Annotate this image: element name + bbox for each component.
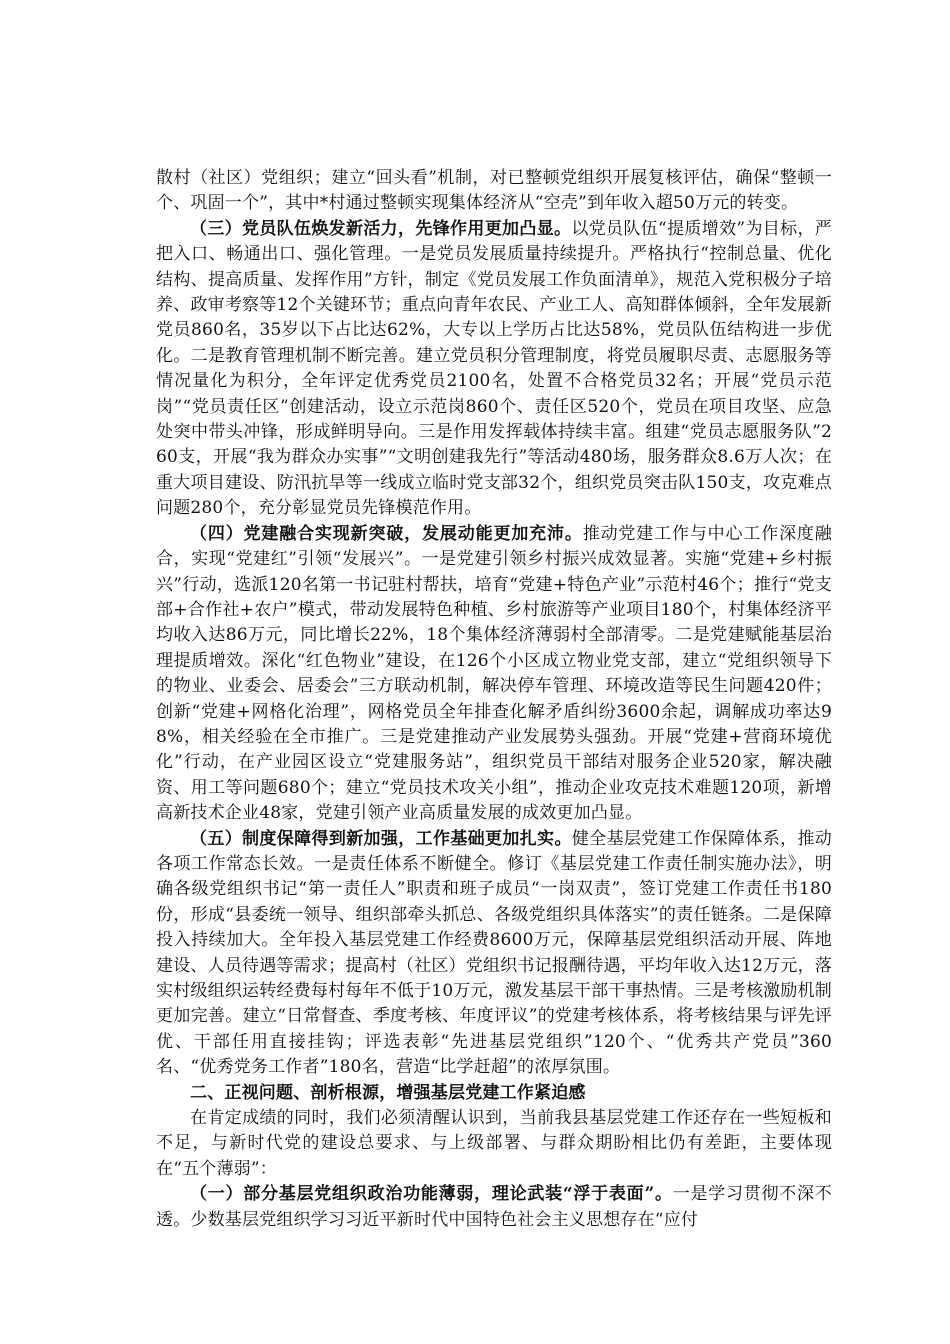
section-lead-five: （五）制度保障得到新加强，工作基础更加扎实。 [190,828,572,849]
paragraph-problems-intro [156,1106,832,1182]
paragraph-text: 散村（社区）党组织；建立“回头看”机制，对已整顿党组织开展复核评估，确保“整顿一个、巩固一个”，其中*村通过整顿实现集体经济从“空壳”到年收入超50万元的转变。 [156,168,832,214]
paragraph-political-function [156,1182,832,1233]
paragraph-village-rectification [156,166,832,217]
document-body [156,166,832,1233]
section-heading-two: 二、正视问题、剖析根源，增强基层党建工作紧迫感 [190,1082,586,1103]
paragraph-party-member-team [156,217,832,522]
paragraph-text: 在肯定成绩的同时，我们必须清醒认识到，当前我县基层党建工作还存在一些短板和不足，与新时代党的建设总要求、与上级部署、与群众期盼相比仍有差距，主要体现在“五个薄弱”： [156,1108,832,1179]
section-lead-three: （三）党员队伍焕发新活力，先锋作用更加凸显。 [190,218,572,239]
paragraph-party-integration [156,522,832,827]
paragraph-institutional-guarantee [156,827,832,1081]
section-lead-four: （四）党建融合实现新突破，发展动能更加充沛。 [190,523,583,544]
section-lead-problem-one: （一）部分基层党组织政治功能薄弱，理论武装“浮于表面”。 [190,1184,673,1205]
paragraph-text: 一是学习贯彻不深不透。少数基层党组织学习习近平新时代中国特色社会主义思想存在“应付 [156,1184,833,1230]
paragraph-text: 健全基层党建工作保障体系，推动各项工作常态长效。一是责任体系不断健全。修订《基层党建工作责任制实施办法》，明确各级党组织书记“第一责任人”职责和班子成员“一岗双责”，签订党建工作责任书180份，形成“县委统一领导、组织部牵头抓总、各级党组织具体落实”的责任链条。二是保障投入持续加大。全年投入基层党建工作经费8600万元，保障基层党组织活动开展、阵地建设、人员待遇等需求；提高村（社区）党组织书记报酬待遇，平均年收入达12万元，落实村级组织运转经费每村每年不低于10万元，激发基层干部干事热情。三是考核激励机制更加完善。建立“日常督查、季度考核、年度评议”的党建考核体系，将考核结果与评先评优、干部任用直接挂钩；评选表彰“先进基层党组织”120个、“优秀共产党员”360名、“优秀党务工作者”180名，营造“比学赶超”的浓厚氛围。 [156,828,833,1078]
paragraph-text: 以党员队伍“提质增效”为目标，严把入口、畅通出口、强化管理。一是党员发展质量持续提升。严格执行“控制总量、优化结构、提高质量、发挥作用”方针，制定《党员发展工作负面清单》，规范入党积极分子培养、政审考察等12个关键环节；重点向青年农民、产业工人、高知群体倾斜，全年发展新党员860名，35岁以下占比达62%，大专以上学历占比达58%，党员队伍结构进一步优化。二是教育管理机制不断完善。建立党员积分管理制度，将党员履职尽责、志愿服务等情况量化为积分，全年评定优秀党员2100名，处置不合格党员32名；开展“党员示范岗”“党员责任区”创建活动，设立示范岗860个、责任区520个，党员在项目攻坚、应急处突中带头冲锋，形成鲜明导向。三是作用发挥载体持续丰富。组建“党员志愿服务队”260支，开展“我为群众办实事”“文明创建我先行”等活动480场，服务群众8.6万人次；在重大项目建设、防汛抗旱等一线成立临时党支部32个，组织党员突击队150支，攻克难点问题280个，充分彰显党员先锋模范作用。 [156,218,832,519]
paragraph-text: 推动党建工作与中心工作深度融合，实现“党建红”引领“发展兴”。一是党建引领乡村振兴成效显著。实施“党建+乡村振兴”行动，选派120名第一书记驻村帮扶，培育“党建+特色产业”示范村46个；推行“党支部+合作社+农户”模式，带动发展特色种植、乡村旅游等产业项目180个，村集体经济平均收入达86万元，同比增长22%，18个集体经济薄弱村全部清零。二是党建赋能基层治理提质增效。深化“红色物业”建设，在126个小区成立物业党支部，建立“党组织领导下的物业、业委会、居委会”三方联动机制，解决停车管理、环境改造等民生问题420件；创新“党建+网格化治理”，网格党员全年排查化解矛盾纠纷3600余起，调解成功率达98%，相关经验在全市推广。三是党建推动产业发展势头强劲。开展“党建+营商环境优化”行动，在产业园区设立“党建服务站”，组织党员干部结对服务企业520家，解决融资、用工等问题680个；建立“党员技术攻关小组”，推动企业攻克技术难题120项，新增高新技术企业48家，党建引领产业高质量发展的成效更加凸显。 [156,523,832,824]
